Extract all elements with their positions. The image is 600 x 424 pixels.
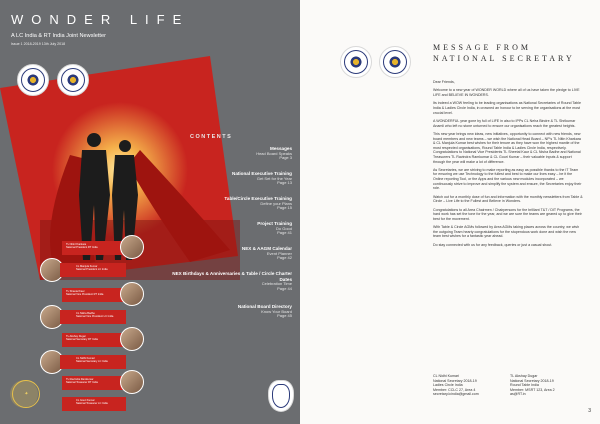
toc-entry-page: Page 44 (277, 285, 292, 291)
hero-female-head (119, 140, 131, 152)
live-life-emblem: ✦ (12, 380, 40, 408)
toc-entry-page: Page 41 (277, 230, 292, 236)
toc-entry-page: Page 45 (277, 313, 292, 319)
ribbon-member-name: TL Ravindra Ramkumar National Treasurer RT India (66, 378, 98, 385)
toc-entry-page: Page 13 (277, 180, 292, 186)
round-table-logo (57, 64, 89, 96)
toc-entry-subtitle: Know Your Board (261, 308, 292, 314)
toc-entry-title: Messages (270, 146, 292, 151)
toc-entry[interactable] (172, 304, 292, 319)
toc-entry-title: National Board Directory (237, 304, 292, 309)
toc-entry-title: NEX Birthdays & Anniversaries & Table / Circle Charter Dates (172, 271, 292, 282)
round-table-crest (268, 380, 294, 412)
magazine-subtitle: A LC India & RT India Joint Newsletter (11, 33, 106, 39)
toc-entry[interactable] (172, 246, 292, 261)
member-photo (120, 282, 144, 306)
toc-entry-title: Table/Circle Executive Training (224, 196, 292, 201)
message-paragraph: As Secretaries, we are striving to make reporting as easy as possible thanks to the IT Team for ensuring we use Technology to the fullest and best to make our lives easy – be it the Online reporting Tool, or the Apps and the various new modules incorporated – we continuously strive to improve and simplify the system and ensure, the Secretaries enjoy their role. (433, 167, 582, 191)
message-body (433, 80, 583, 251)
contents-heading: CONTENTS (190, 134, 233, 140)
magazine-title: WONDER LIFE (11, 12, 190, 27)
toc-entry-title: NEX & AAGM Calendar (241, 246, 292, 251)
message-paragraph: Congratulations to all Area Chairmen / Chairpersons for the brilliant T&T / DIT Programs, the hard work has set the tone for the year, and we are sure the teams are geared up to give their best for the movement. (433, 207, 582, 221)
member-photo (120, 370, 144, 394)
ribbon-member-name: TL Akshay Dugar National Secretary RT India (66, 335, 98, 342)
toc-entry-subtitle: Get Set for the Year (256, 175, 292, 181)
toc-entry-page: Page 3 (279, 155, 292, 161)
toc-entry[interactable] (172, 146, 292, 161)
ribbon-member-name: TL Sheetal Kaur National Vice President RT India (66, 290, 104, 297)
toc-entry-subtitle: Celebration Time (261, 281, 292, 287)
ribbon-member-name: CL Nidhi Kumari National Secretary LC India (76, 357, 108, 364)
member-photo (120, 235, 144, 259)
message-paragraph: Welcome to a new year of WONDER WORLD where all of us have taken the pledge to LIVE LIFE and BELIEVE IN WONDERS. (433, 88, 580, 97)
message-paragraph: Do stay connected with us for any feedback, queries or just a casual shout. (433, 242, 553, 247)
toc-entry[interactable] (172, 196, 292, 211)
member-photo (120, 327, 144, 351)
toc-entry-subtitle: Do Good (275, 225, 292, 231)
signature-block-rt: TL Akshay Dugar National Secretary 2018-19 Round Table India Member: MSRT 123, Area 2 as@RT.in (510, 374, 555, 397)
ladies-circle-logo (17, 64, 49, 96)
message-paragraph: This new year brings new ideas, new initiatives, opportunity to connect with new friends, new board members and new teams – we wish the National Head Board – NP's TL Nitin Kharkara & CL Manjula Kumar best wishes for their tenure as they have won the highest mantle of the most respected organisations, Round Table India & Ladies Circle India, respectively. Congratulations to National Vice Presidents TL Sheetal Kaur & CL Nisha Badhe and National Treasurers TL Ravindra Ramkumar & CL Gouri Kumar – their valuable inputs & support through the year will make a lot of difference. (433, 131, 581, 164)
round-table-logo (379, 46, 411, 78)
ribbon-member-name: CL Gouri Kumar National Treasurer LC India (76, 399, 108, 406)
message-page (300, 0, 600, 424)
hero-male-head (87, 133, 101, 147)
ladies-circle-logo (340, 46, 372, 78)
toc-entry-subtitle: Event Planner (266, 250, 292, 256)
toc-entry-subtitle: Head Board Speaks (256, 150, 292, 156)
signature-block-lc: CL Nidhi Kumari National Secretary 2018-19 Ladies Circle India Member: CCLC 27, Area 4 secretary.lcindia@gmail.com (433, 374, 479, 397)
toc-entry-subtitle: Define your Plans (260, 200, 292, 206)
toc-entry[interactable] (172, 171, 292, 186)
message-paragraph: Its indeed a WOW feeling to be leading organisations as National Secretaries of Round Table India & Ladies Circle India, in crowned an honour to be serving the organisations at the most crucial level. (433, 101, 581, 115)
toc-entry[interactable] (172, 221, 292, 236)
issue-info: Issue 1 2018-2019 13th July 2018 (11, 42, 66, 46)
toc-entry-title: National Executive Training (232, 171, 292, 176)
ribbon-member-name: CL Nisha Badhe National Vice President LC India (76, 312, 114, 319)
page-number: 3 (588, 408, 591, 414)
toc-entry-title: Project Training (257, 221, 292, 226)
message-title: MESSAGE FROM NATIONAL SECRETARY (433, 43, 575, 63)
toc-entry-page: Page 42 (277, 255, 292, 261)
ribbon-member-name: CL Manjula Kumar National President LC India (76, 265, 108, 272)
toc-entry[interactable] (172, 271, 292, 292)
greeting: Dear Friends, (433, 80, 455, 84)
message-paragraph: A WONDERFUL year gone by full of LIFE in also to IPPs CL Neha Bindre & TL Shrikumar Anamli who left no stone unturned to ensure our organisations reach the greatest heights. (433, 118, 576, 128)
ribbon-member-name: TL Nitin Kharkara National President RT India (66, 243, 98, 250)
toc-entry-page: Page 15 (277, 205, 292, 211)
message-paragraph: With Table & Circle AGMs followed by Area AGMs taking places across the country, we wish the outgoing Team hearty congratulations for the stupendous work done and wish the new team best wishes for a fantastic year ahead. (433, 225, 580, 239)
message-paragraph: Watch out for a monthly dose of fun and information with the monthly newsletters from Table & Circle – Live Life to the Fullest and Believe in Wonders. (433, 194, 583, 204)
